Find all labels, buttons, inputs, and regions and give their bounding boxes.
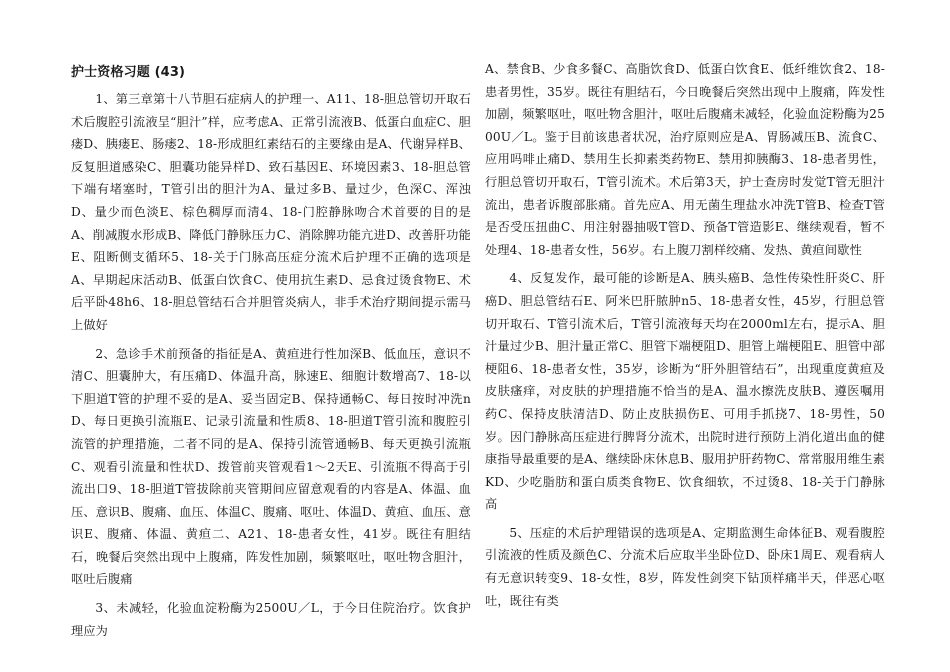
- right-column: [485, 58, 885, 618]
- question-paragraph: 5、压症的术后护理错误的选项是A、定期监测生命体征B、观看腹腔引流液的性质及颜色C、分流术后应取半坐卧位D、卧床1周E、观看病人有无意识转变9、18-女性，8岁，阵发性剑突下钻顶样痛半天，伴恶心呕吐，既往有类: [485, 525, 885, 608]
- question-paragraph: A、禁食B、少食多餐C、高脂饮食D、低蛋白饮食E、低纤维饮食2、18-患者男性，35岁。既往有胆结石，今日晚餐后突然出现中上腹痛，阵发性加剧，频繁呕吐，呕吐物含胆汁，呕吐后腹痛未减轻，化验血淀粉酶为2500U／L。鉴于目前该患者状况，治疗原则应是A、胃肠减压B、流食C、应用吗啡止痛D、禁用生长抑素类药物E、禁用抑胰酶3、18-患者男性，行胆总管切开取石，T管引流术。术后第3天，护士查房时发觉T管无胆汁流出，患者诉腹部胀痛。首先应A、用无菌生理盐水冲洗T管B、检查T管是否受压扭曲C、用注射器抽吸T管D、预备T管造影E、继续观看，暂不处理4、18-患者女性，56岁。右上腹刀割样绞痛、发热、黄疸间歇性: [485, 62, 885, 257]
- question-paragraph: 2、急诊手术前预备的指征是A、黄疸进行性加深B、低血压，意识不清C、胆囊肿大，有压痛D、体温升高，脉速E、细胞计数增高7、18-以下胆道T管的护理不妥的是A、妥当固定B、保持通畅C、每日按时冲洗nD、每日更换引流瓶E、记录引流量和性质8、18-胆道T管引流和腹腔引流管的护理措施，二者不同的是A、保持引流管通畅B、每天更换引流瓶C、观看引流量和性状D、拨管前夹管观看1～2天E、引流瓶不得高于引流出口9、18-胆道T管拔除前夹管期间应留意观看的内容是A、体温、血压、意识B、腹痛、血压、体温C、腹痛、呕吐、体温D、黄疸、血压、意识E、腹痛、体温、黄疸二、A21、18-患者女性，41岁。既往有胆结石，晚餐后突然出现中上腹痛，阵发性加剧，频繁呕吐，呕吐物含胆汁，呕吐后腹痛: [71, 346, 471, 587]
- question-paragraph: 3、未减轻，化验血淀粉酶为2500U／L，于今日住院治疗。饮食护理应为: [71, 601, 471, 638]
- question-paragraph: 1、第三章第十八节胆石症病人的护理一、A11、18-胆总管切开取石术后腹腔引流液呈“胆汁”样，应考虑A、正常引流液B、低蛋白血症C、胆瘘D、胰瘘E、肠瘘2、18-形成胆红素结石的主要缘由是A、代谢异样B、反复胆道感染C、胆囊功能异样D、致石基因E、环境因素3、18-胆总管下端有堵塞时，T管引出的胆汁为A、量过多B、量过少，色深C、浑浊D、量少而色淡E、棕色稠厚而清4、18-门腔静脉吻合术首要的目的是A、削减腹水形成B、降低门静脉压力C、消除脾功能亢进D、改善肝功能E、阻断侧支循环5、18-关于门脉高压症分流术后护理不正确的选项是A、早期起床活动B、低蛋白饮食C、使用抗生素D、忌食过烫食物E、术后平卧48h6、18-胆总管结石合并胆管炎病人，非手术治疗期间提示需马上做好: [71, 92, 471, 332]
- document-title: 护士资格习题 (43): [71, 65, 186, 80]
- left-column: [71, 62, 471, 648]
- question-paragraph: 4、反复发作，最可能的诊断是A、胰头癌B、急性传染性肝炎C、肝癌D、胆总管结石E、阿米巴肝脓肿n5、18-患者女性，45岁，行胆总管切开取石、T管引流术后，T管引流液每天均在2000ml左右，提示A、胆汁量过少B、胆汁量正常C、胆管下端梗阻D、胆管上端梗阻E、胆管中部梗阻6、18-患者女性，35岁，诊断为“肝外胆管结石”，出现重度黄疸及皮肤瘙痒，对皮肤的护理措施不恰当的是A、温水擦洗皮肤B、遵医嘱用药C、保持皮肤清洁D、防止皮肤损伤E、可用手抓挠7、18-男性，50岁。因门静脉高压症进行脾肾分流术，出院时进行预防上消化道出血的健康指导最重要的是A、继续卧床休息B、服用护肝药物C、常常服用维生素KD、少吃脂肪和蛋白质类食物E、饮食细软，不过烫8、18-关于门静脉高: [485, 271, 885, 512]
